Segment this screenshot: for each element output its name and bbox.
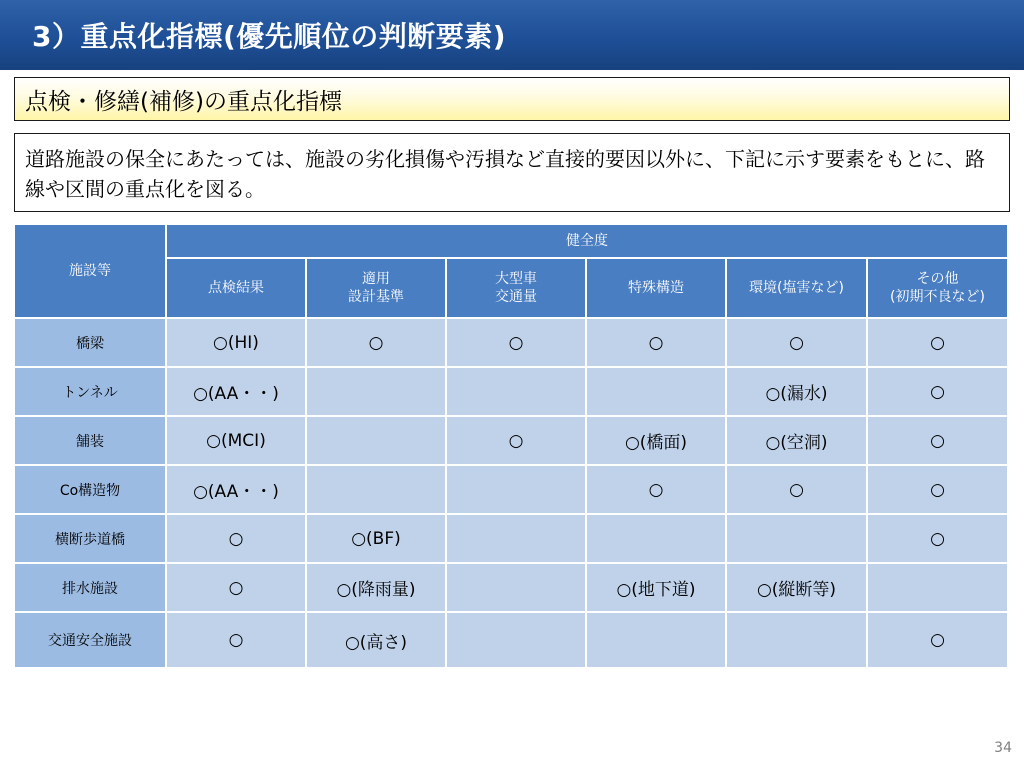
table-cell: ○ (867, 465, 1008, 514)
table-cell: ○ (166, 612, 306, 668)
table-cell: ○(漏水) (726, 367, 867, 416)
column-header-line1: 環境(塩害など) (749, 280, 844, 296)
title-bar (0, 0, 1024, 70)
table-cell: ○ (867, 416, 1008, 465)
table-cell: ○(空洞) (726, 416, 867, 465)
table-cell: ○ (586, 318, 726, 367)
table-cell (446, 465, 586, 514)
facility-name: 横断歩道橋 (14, 514, 166, 563)
table-row (14, 416, 1008, 465)
slide-title: 3）重点化指標(優先順位の判断要素) (32, 20, 507, 53)
column-header (586, 258, 726, 318)
table-cell: ○ (867, 612, 1008, 668)
table-cell: ○ (726, 318, 867, 367)
table-row (14, 514, 1008, 563)
table-cell (446, 514, 586, 563)
table-cell: ○(AA・・) (166, 367, 306, 416)
column-header-line1: 大型車 (495, 271, 537, 287)
table-cell: ○(AA・・) (166, 465, 306, 514)
column-header-line2: 交通量 (495, 289, 537, 305)
table-cell (446, 563, 586, 612)
table-cell: ○(MCI) (166, 416, 306, 465)
table-row (14, 563, 1008, 612)
table-cell: ○ (586, 465, 726, 514)
table-cell: ○(橋面) (586, 416, 726, 465)
table-cell: ○(縦断等) (726, 563, 867, 612)
subheading-box (14, 77, 1010, 121)
column-header-line1: 特殊構造 (628, 280, 684, 296)
table-cell: ○(高さ) (306, 612, 446, 668)
table-cell: ○(地下道) (586, 563, 726, 612)
table-cell: ○ (446, 416, 586, 465)
column-header-line1: 適用 (362, 271, 390, 287)
table-cell: ○ (446, 318, 586, 367)
table-cell: ○(HI) (166, 318, 306, 367)
table-cell: ○ (306, 318, 446, 367)
column-header (166, 258, 306, 318)
column-header-line1: 点検結果 (208, 280, 264, 296)
facility-header: 施設等 (14, 224, 166, 318)
table-cell: ○ (726, 465, 867, 514)
facility-name: 舗装 (14, 416, 166, 465)
table-row (14, 612, 1008, 668)
facility-name: Co構造物 (14, 465, 166, 514)
table-cell (306, 465, 446, 514)
table-cell: ○(BF) (306, 514, 446, 563)
column-header-line1: その他 (916, 271, 959, 287)
column-header (726, 258, 867, 318)
table-cell: ○ (166, 514, 306, 563)
column-header (446, 258, 586, 318)
facility-name: 交通安全施設 (14, 612, 166, 668)
table-cell (446, 612, 586, 668)
description-text: 道路施設の保全にあたっては、施設の劣化損傷や汚損など直接的要因以外に、下記に示す要素をもとに、路線や区間の重点化を図る。 (25, 147, 985, 201)
facility-name: トンネル (14, 367, 166, 416)
table-cell (867, 563, 1008, 612)
table-cell: ○ (867, 367, 1008, 416)
priority-indicator-table (13, 223, 1009, 669)
table-cell (306, 367, 446, 416)
column-header (867, 258, 1008, 318)
description-box (14, 133, 1010, 212)
table-cell: ○ (166, 563, 306, 612)
facility-name: 橋梁 (14, 318, 166, 367)
table-cell (726, 612, 867, 668)
table-cell (586, 367, 726, 416)
column-header-line2: (初期不良など) (890, 289, 985, 305)
column-header (306, 258, 446, 318)
facility-name: 排水施設 (14, 563, 166, 612)
column-header-line2: 設計基準 (348, 289, 404, 305)
page-number: 34 (994, 740, 1012, 756)
table-cell (586, 514, 726, 563)
health-group-header: 健全度 (166, 224, 1008, 258)
table-cell: ○ (867, 318, 1008, 367)
table-row (14, 465, 1008, 514)
table-cell (446, 367, 586, 416)
subheading: 点検・修繕(補修)の重点化指標 (25, 88, 342, 115)
table-row (14, 367, 1008, 416)
table-cell (586, 612, 726, 668)
table-cell (306, 416, 446, 465)
table-cell: ○ (867, 514, 1008, 563)
table-cell: ○(降雨量) (306, 563, 446, 612)
table-cell (726, 514, 867, 563)
table-row (14, 318, 1008, 367)
